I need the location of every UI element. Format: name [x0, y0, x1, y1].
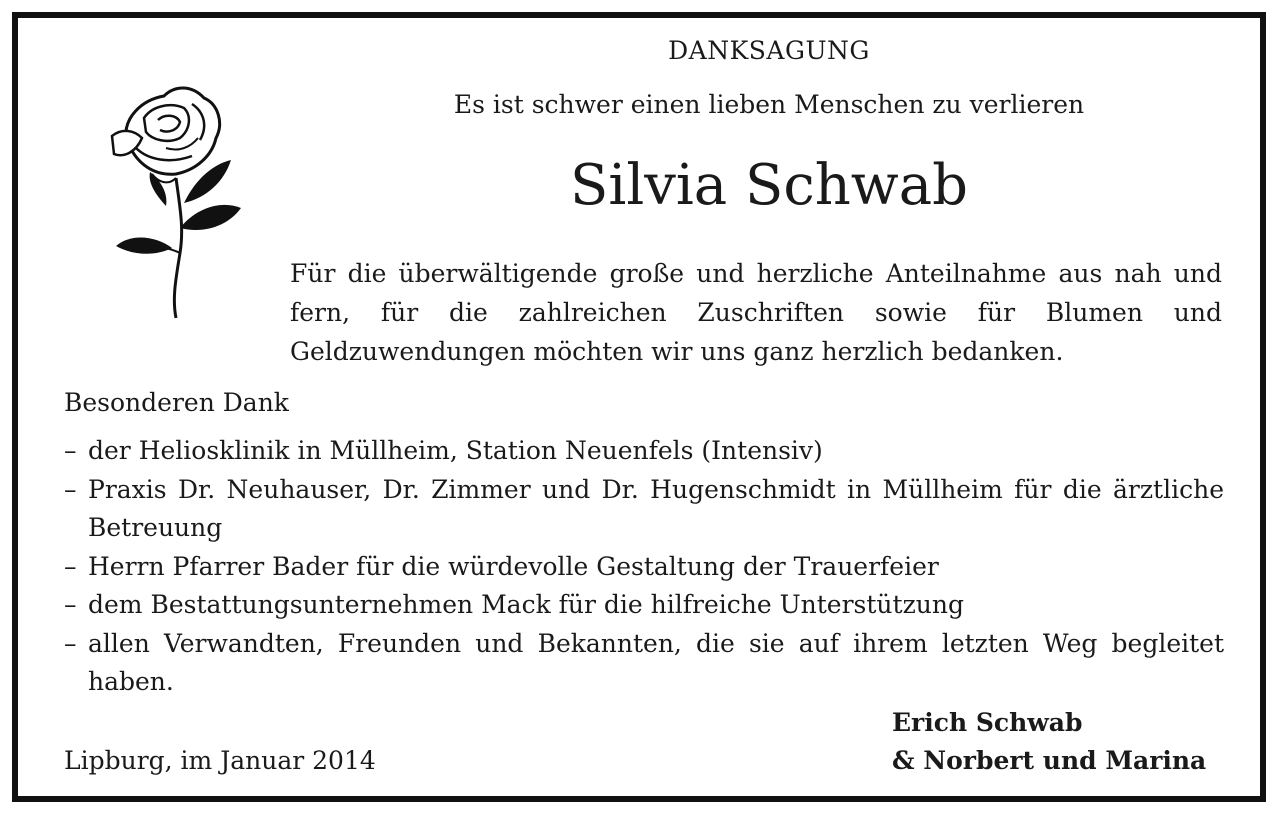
list-item-text: allen Verwandten, Freunden und Bekannten, die sie auf ihrem letzten Weg begleitet haben.	[88, 628, 1224, 696]
list-item-text: Praxis Dr. Neuhauser, Dr. Zimmer und Dr. Hugenschmidt in Müllheim für die ärztliche Betreuung	[88, 474, 1224, 542]
place-date: Lipburg, im Januar 2014	[64, 746, 376, 775]
list-item	[64, 471, 1224, 548]
list-marker: –	[64, 474, 77, 504]
list-marker: –	[64, 628, 77, 658]
notice-subtitle: Es ist schwer einen lieben Menschen zu verlieren	[453, 90, 1085, 119]
list-item	[64, 625, 1224, 702]
list-item-text: Herrn Pfarrer Bader für die würdevolle Gestaltung der Trauerfeier	[88, 551, 939, 581]
list-marker: –	[64, 551, 77, 581]
signature-line-1: Erich Schwab	[892, 708, 1083, 737]
list-marker: –	[64, 436, 77, 465]
list-item	[64, 586, 1224, 625]
notice-heading: DANKSAGUNG	[668, 36, 870, 65]
special-thanks-list	[64, 432, 1224, 702]
signature-line-2: & Norbert und Marina	[892, 746, 1207, 775]
list-marker: –	[64, 590, 77, 619]
thanks-paragraph: Für die überwältigende große und herzliche Anteilnahme aus nah und fern, für die zahlreichen Zuschriften sowie für Blumen und Geldzuwendungen möchten wir uns ganz herzlich bedanken.	[290, 259, 1222, 366]
list-item-text: der Heliosklinik in Müllheim, Station Neuenfels (Intensiv)	[88, 436, 823, 465]
deceased-name: Silvia Schwab	[570, 153, 968, 218]
notice-frame	[12, 12, 1266, 802]
list-item-text: dem Bestattungsunternehmen Mack für die hilfreiche Unterstützung	[88, 590, 964, 619]
list-item	[64, 432, 1224, 471]
list-item	[64, 548, 1224, 587]
special-thanks-label: Besonderen Dank	[64, 388, 289, 417]
